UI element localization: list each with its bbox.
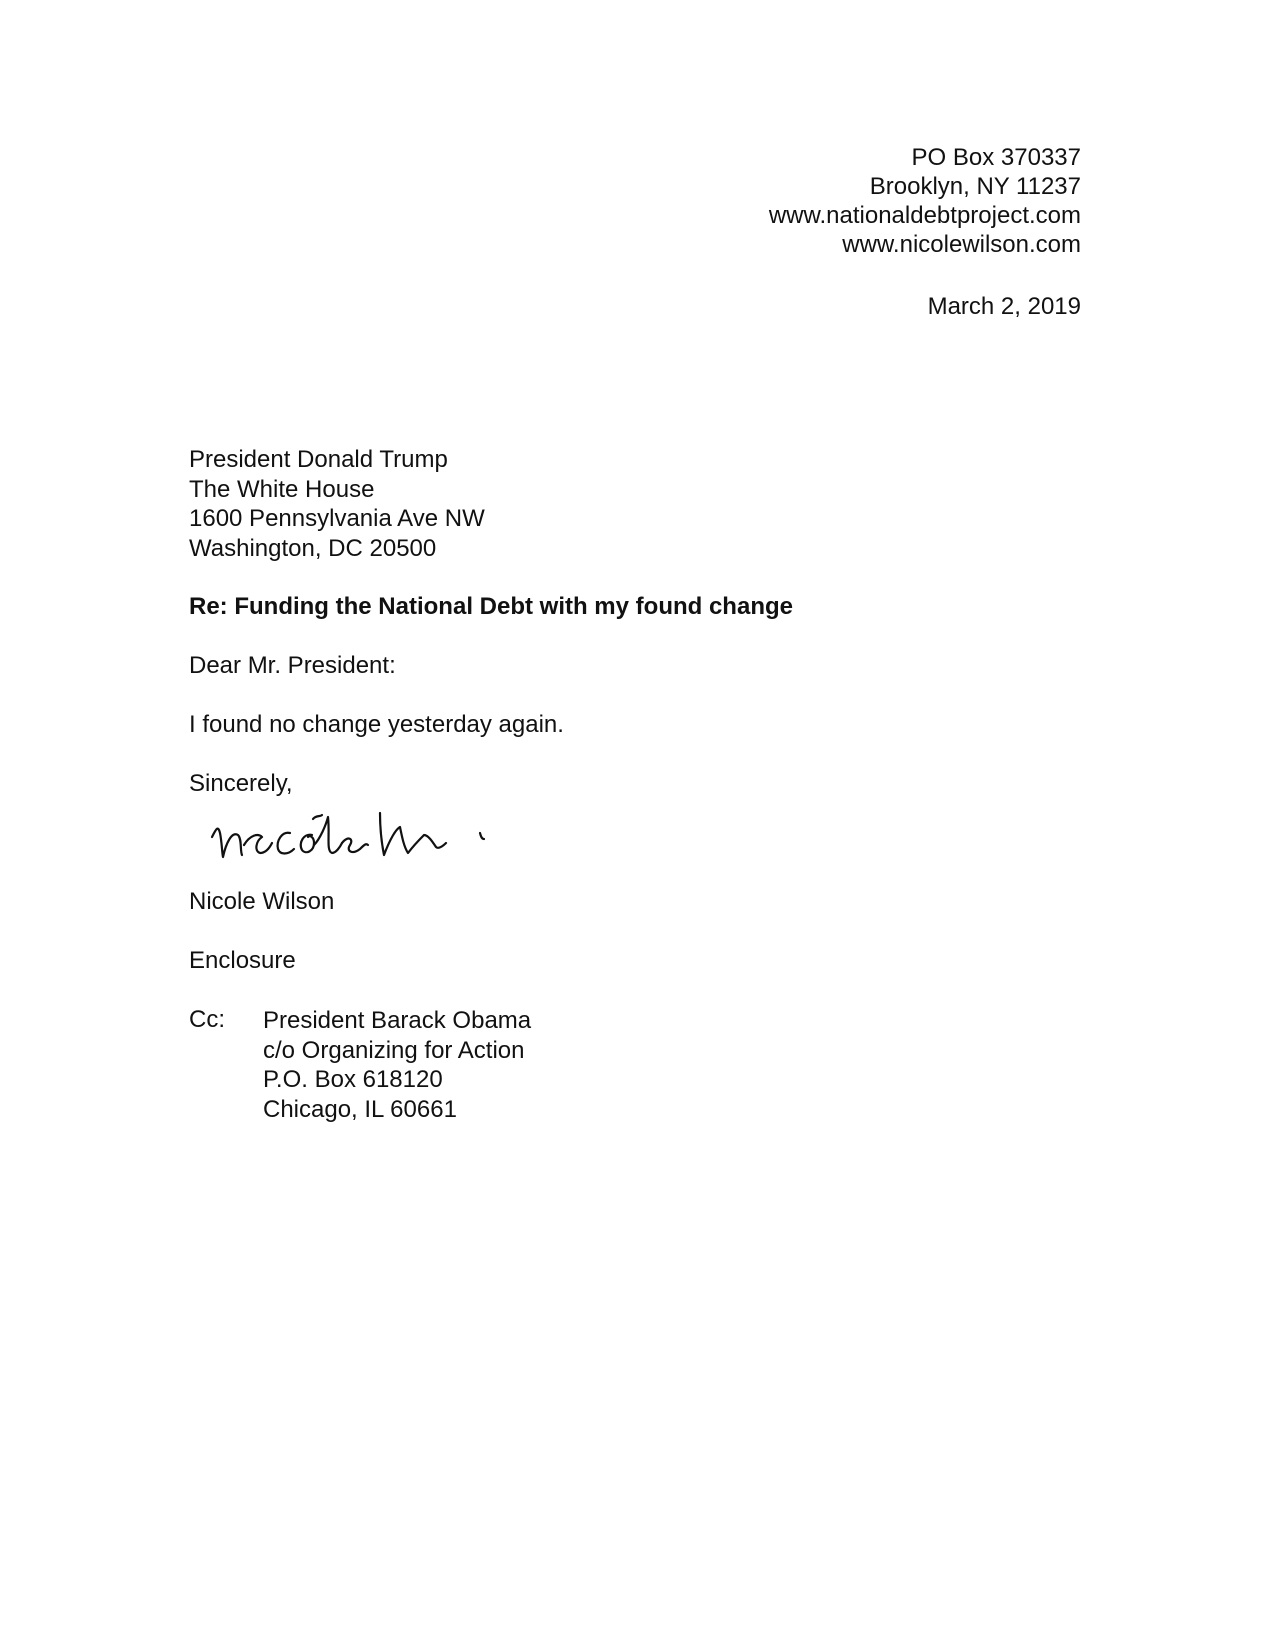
cc-organization: c/o Organizing for Action: [263, 1036, 525, 1064]
recipient-name: President Donald Trump: [189, 446, 448, 473]
recipient-city: Washington, DC 20500: [189, 534, 437, 562]
subject-line: Re: Funding the National Debt with my found change: [189, 593, 793, 620]
recipient-building: The White House: [189, 475, 375, 503]
letter-date: March 2, 2019: [927, 293, 1081, 320]
recipient-street: 1600 Pennsylvania Ave NW: [189, 505, 485, 532]
closing: Sincerely,: [189, 770, 293, 797]
enclosure-note: Enclosure: [189, 947, 296, 974]
cc-po-box: P.O. Box 618120: [263, 1066, 443, 1093]
cc-label: Cc:: [189, 1006, 225, 1033]
cc-recipient-address: [263, 1006, 531, 1124]
handwritten-signature-icon: [210, 795, 510, 870]
salutation: Dear Mr. President:: [189, 652, 396, 679]
signer-name: Nicole Wilson: [189, 888, 335, 915]
cc-city: Chicago, IL 60661: [263, 1095, 457, 1123]
sender-po-box: PO Box 370337: [911, 144, 1081, 171]
sender-website-project: www.nationaldebtproject.com: [768, 202, 1081, 229]
sender-city: Brooklyn, NY 11237: [869, 173, 1081, 200]
recipient-address: [189, 445, 485, 563]
body-paragraph: I found no change yesterday again.: [189, 711, 564, 738]
cc-name: President Barack Obama: [263, 1007, 532, 1034]
sender-website-personal: www.nicolewilson.com: [842, 231, 1081, 258]
sender-address: [769, 143, 1081, 259]
